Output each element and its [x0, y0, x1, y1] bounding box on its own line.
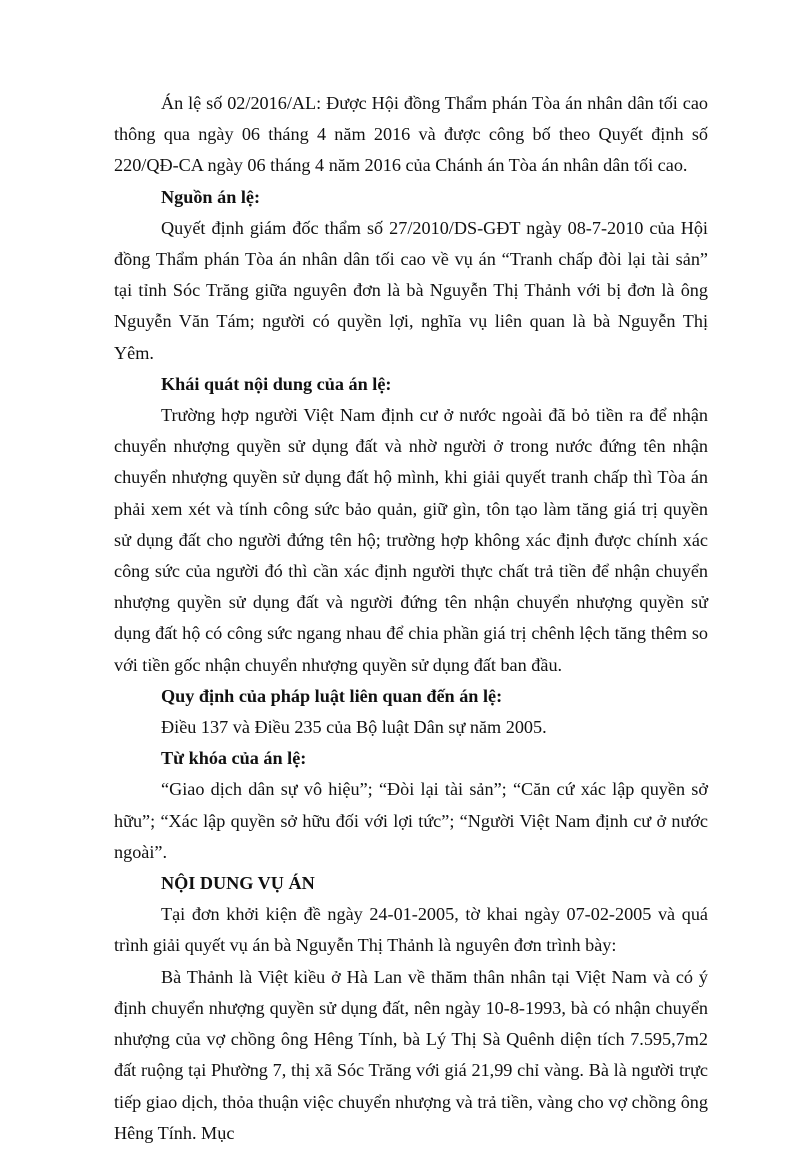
source-paragraph: Quyết định giám đốc thẩm số 27/2010/DS-GĐT ngày 08-7-2010 của Hội đồng Thẩm phán Tòa án nhân dân tối cao về vụ án “Tranh chấp đòi lại tài sản” tại tỉnh Sóc Trăng giữa nguyên đơn là bà Nguyễn Thị Thảnh với bị đơn là ông Nguyễn Văn Tám; người có quyền lợi, nghĩa vụ liên quan là bà Nguyễn Thị Yêm. — [114, 217, 708, 363]
summary-heading: Khái quát nội dung của án lệ: — [161, 373, 392, 394]
law-heading: Quy định của pháp luật liên quan đến án lệ: — [161, 685, 503, 706]
intro-paragraph: Án lệ số 02/2016/AL: Được Hội đồng Thẩm phán Tòa án nhân dân tối cao thông qua ngày 06 tháng 4 năm 2016 và được công bố theo Quyết định số 220/QĐ-CA ngày 06 tháng 4 năm 2016 của Chánh án Tòa án nhân dân tối cao. — [114, 93, 708, 176]
case-paragraph-2: Bà Thảnh là Việt kiều ở Hà Lan về thăm thân nhân tại Việt Nam và có ý định chuyển nhượng quyền sử dụng đất, nên ngày 10-8-1993, bà có nhận chuyển nhượng của vợ chồng ông Hêng Tính, bà Lý Thị Sà Quênh diện tích 7.595,7m2 đất ruộng tại Phường 7, thị xã Sóc Trăng với giá 21,99 chỉ vàng. Bà là người trực tiếp giao dịch, thỏa thuận việc chuyển nhượng và trả tiền, vàng cho vợ chồng ông Hêng Tính. Mục — [114, 966, 708, 1143]
case-paragraph-1: Tại đơn khởi kiện đề ngày 24-01-2005, tờ khai ngày 07-02-2005 và quá trình giải quyết vụ án bà Nguyễn Thị Thảnh là nguyên đơn trình bày: — [114, 904, 708, 956]
keywords-paragraph: “Giao dịch dân sự vô hiệu”; “Đòi lại tài sản”; “Căn cứ xác lập quyền sở hữu”; “Xác lập quyền sở hữu đối với lợi tức”; “Người Việt Nam định cư ở nước ngoài”. — [114, 779, 708, 862]
summary-paragraph: Trường hợp người Việt Nam định cư ở nước ngoài đã bỏ tiền ra để nhận chuyển nhượng quyền sử dụng đất và nhờ người ở trong nước đứng tên nhận chuyển nhượng quyền sử dụng đất hộ mình, khi giải quyết tranh chấp thì Tòa án phải xem xét và tính công sức bảo quản, giữ gìn, tôn tạo làm tăng giá trị quyền sử dụng đất cho người đứng tên hộ; trường hợp không xác định được chính xác công sức của người đó thì cần xác định người thực chất trả tiền để nhận chuyển nhượng quyền sử dụng đất và người đứng tên nhận chuyển nhượng quyền sử dụng đất hộ có công sức ngang nhau để chia phần giá trị chênh lệch tăng thêm so với tiền gốc nhận chuyển nhượng quyền sử dụng đất ban đầu. — [114, 405, 708, 675]
keywords-heading: Từ khóa của án lệ: — [161, 748, 307, 769]
document-page — [114, 88, 708, 1149]
law-paragraph: Điều 137 và Điều 235 của Bộ luật Dân sự năm 2005. — [161, 717, 547, 738]
case-heading: NỘI DUNG VỤ ÁN — [161, 873, 315, 894]
source-heading: Nguồn án lệ: — [161, 186, 261, 207]
